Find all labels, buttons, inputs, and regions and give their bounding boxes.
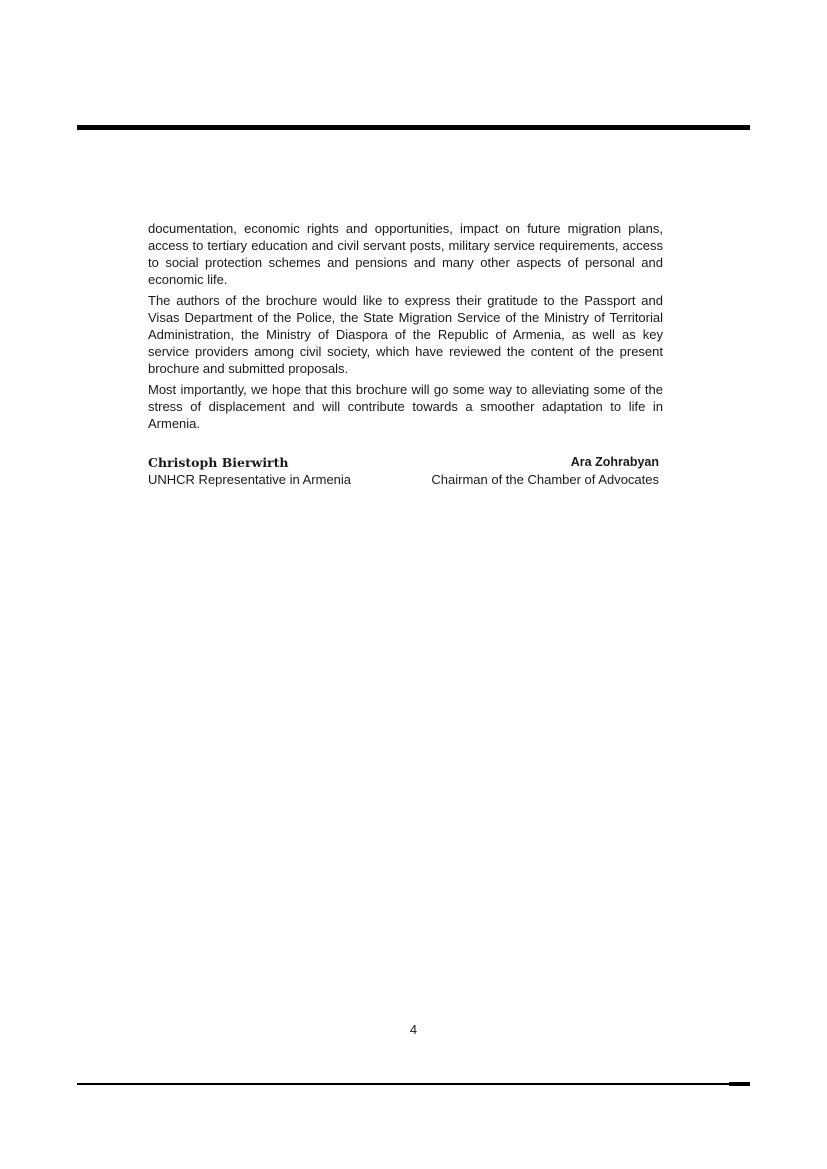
signatory-title-right: Chairman of the Chamber of Advocates xyxy=(431,472,659,487)
page-number: 4 xyxy=(409,1022,418,1037)
signatory-name-left: Christoph Bierwirth xyxy=(148,455,289,470)
signatory-name-right: Ara Zohrabyan xyxy=(570,455,659,469)
signature-block xyxy=(148,454,663,488)
header-rule xyxy=(77,125,750,130)
body-text xyxy=(148,220,663,436)
paragraph-3: Most importantly, we hope that this brochure will go some way to alleviating some of the stress of displacement and will contribute towards a smoother adaptation to life in Armenia. xyxy=(148,382,663,431)
signature-left xyxy=(148,454,351,488)
signature-right xyxy=(431,454,663,488)
paragraph-1: documentation, economic rights and opportunities, impact on future migration plans, access to tertiary education and civil servant posts, military service requirements, access to social protection schemes and pensions and many other aspects of personal and economic life. xyxy=(148,221,663,287)
signatory-title-left: UNHCR Representative in Armenia xyxy=(148,472,352,487)
footer-rule xyxy=(77,1083,750,1085)
paragraph-2: The authors of the brochure would like to express their gratitude to the Passport and Visas Department of the Police, the State Migration Service of the Ministry of Territorial Administration, the Ministry of Diaspora of the Republic of Armenia, as well as key service providers among civil society, which have reviewed the content of the present brochure and submitted proposals. xyxy=(148,293,663,376)
footer-rule-tab xyxy=(729,1082,750,1086)
